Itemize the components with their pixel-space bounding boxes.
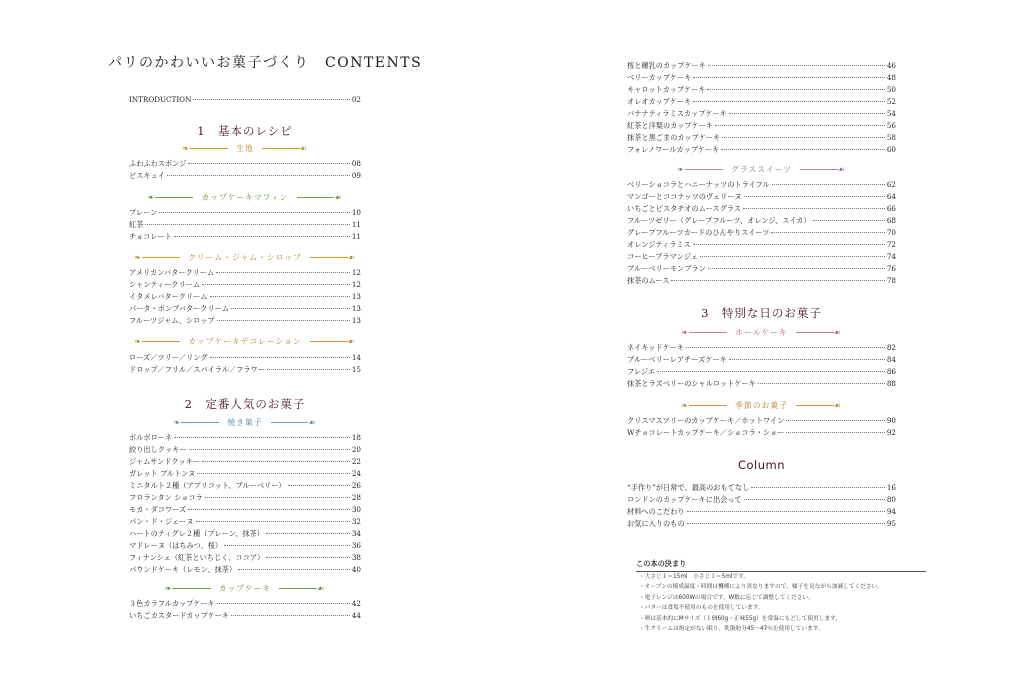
toc-entry[interactable]: マンゴーとココナッツのヴェリーヌ 64 xyxy=(627,192,896,201)
section-heading-special: 3 特別な日のお菓子 xyxy=(701,306,822,320)
flourish-icon: ❧ xyxy=(173,417,182,427)
rules-item: ・卵は基本的にMサイズ（１個60g・正味55g）を常温にもどして使用します。 xyxy=(639,615,842,622)
toc-entry[interactable]: ポルボローネ 18 xyxy=(129,433,361,442)
toc-entry[interactable]: INTRODUCTION 02 xyxy=(129,95,361,104)
toc-entry[interactable]: コーヒーブラマンジェ 74 xyxy=(627,252,896,261)
flourish-icon: ❧ xyxy=(681,327,689,337)
toc-entry[interactable]: 材料へのこだわり 94 xyxy=(627,507,896,516)
subheading-seasonal: ❧ 季節のお菓子 ☙ xyxy=(681,400,842,410)
group-list xyxy=(129,432,361,576)
flourish-icon: ☙ xyxy=(334,192,343,202)
toc-entry[interactable]: アメリカンバタークリーム 12 xyxy=(129,268,361,277)
toc-entry[interactable]: ふわふわスポンジ 08 xyxy=(129,159,361,168)
toc-entry[interactable]: フロランタン ショコラ 28 xyxy=(129,493,361,502)
group-list xyxy=(129,158,361,182)
toc-intro xyxy=(129,94,361,106)
toc-entry[interactable]: シャンティークリーム 12 xyxy=(129,280,361,289)
flourish-icon: ☙ xyxy=(317,583,326,593)
toc-entry[interactable]: Wチョコレートカップケーキ／ショコラ・ショー 92 xyxy=(627,428,896,437)
flourish-icon: ☙ xyxy=(833,327,842,337)
toc-entry[interactable]: 抹茶と黒ごまのカップケーキ 58 xyxy=(627,133,896,142)
rules-item: ・バターは食塩不使用のものを使用しています。 xyxy=(639,605,764,612)
toc-entry[interactable]: ロンドンのカップケーキに出会って 80 xyxy=(627,495,896,504)
toc-entry[interactable]: ブルーベリーモンブラン 76 xyxy=(627,264,896,273)
flourish-icon: ❧ xyxy=(133,252,142,262)
toc-entry[interactable]: お気に入りのもの 95 xyxy=(627,519,896,528)
toc-entry[interactable]: ブルーベリーレアチーズケーキ 84 xyxy=(627,355,896,364)
flourish-icon: ☙ xyxy=(347,336,356,346)
toc-entry[interactable]: モカ・ダコワーズ 30 xyxy=(129,505,361,514)
toc-entry[interactable]: ネイキッドケーキ 82 xyxy=(627,343,896,352)
toc-entry[interactable]: 桜と練乳のカップケーキ 46 xyxy=(627,61,896,70)
page-title: パリのかわいいお菓子づくり CONTENTS xyxy=(108,55,423,71)
toc-entry[interactable]: ハートのティグレ２種（プレーン、抹茶） 34 xyxy=(129,529,361,538)
toc-entry[interactable]: オレンジティラミス 72 xyxy=(627,240,896,249)
toc-entry[interactable]: 紅茶と洋梨のカップケーキ 56 xyxy=(627,121,896,130)
toc-entry[interactable]: 紅茶 11 xyxy=(129,220,361,229)
section-heading-popular: 2 定番人気のお菓子 xyxy=(184,397,306,411)
flourish-icon: ❧ xyxy=(147,192,156,202)
subheading-cream-jam: ❧ クリーム・ジャム・シロップ ☙ xyxy=(133,252,357,262)
toc-entry[interactable]: ドロップ／フリル／スパイラル／フラワー 15 xyxy=(129,365,361,374)
group-list xyxy=(129,352,361,376)
subheading-glass-sweets: ❧ グラススイーツ ☙ xyxy=(677,164,846,174)
group-list xyxy=(627,415,896,439)
subheading-dough: ❧ 生地 ☙ xyxy=(182,143,308,153)
toc-entry[interactable]: フレジエ 86 xyxy=(627,367,896,376)
subheading-whole-cake: ❧ ホールケーキ ☙ xyxy=(681,327,842,337)
book-rules-note xyxy=(636,559,926,634)
toc-entry[interactable]: ガレット ブルトンヌ 24 xyxy=(129,469,361,478)
rules-item: ・電子レンジは600Wの場合です。W数に応じて調整してください。 xyxy=(639,594,814,601)
toc-entry[interactable]: フィナンシェ（紅茶といちじく、ココア） 38 xyxy=(129,553,361,562)
toc-entry[interactable]: パウンドケーキ（レモン、抹茶） 40 xyxy=(129,565,361,574)
toc-entry[interactable]: バナナティラミスカップケーキ 54 xyxy=(627,109,896,118)
flourish-icon: ☙ xyxy=(837,164,846,174)
toc-entry[interactable]: 絞り出しクッキー 20 xyxy=(129,445,361,454)
toc-entry[interactable]: グレープフルーツカードのひんやりスイーツ 70 xyxy=(627,228,896,237)
toc-entry[interactable]: キャロットカップケーキ 50 xyxy=(627,85,896,94)
toc-entry[interactable]: ミニタルト２種（アプリコット、ブルーベリー） 26 xyxy=(129,481,361,490)
toc-entry[interactable]: イタメレバタークリーム 13 xyxy=(129,292,361,301)
flourish-icon: ☙ xyxy=(347,252,357,262)
subheading-cupcake-muffin: ❧ カップケーキマフィン ☙ xyxy=(147,192,343,202)
flourish-icon: ❧ xyxy=(134,336,142,346)
rules-item: ・生クリームは指定がない限り、乳脂肪分45～47％を使用しています。 xyxy=(639,626,824,633)
group-list xyxy=(627,179,896,287)
toc-entry[interactable]: フォレノワールカップケーキ 60 xyxy=(627,145,896,154)
subheading-cupcake-decoration: ❧ カップケーキデコレーション ☙ xyxy=(134,336,356,346)
flourish-icon: ❧ xyxy=(677,164,685,174)
flourish-icon: ☙ xyxy=(308,417,317,427)
flourish-icon: ❧ xyxy=(681,400,689,410)
toc-entry[interactable]: いちごとピスタチオのムースグラス 66 xyxy=(627,204,896,213)
toc-entry[interactable]: クリスマスツリーのカップケーキ／ホットワイン 90 xyxy=(627,416,896,425)
toc-entry[interactable]: オレオカップケーキ 52 xyxy=(627,97,896,106)
toc-entry[interactable]: パン・ド・ジェーヌ 32 xyxy=(129,517,361,526)
group-list xyxy=(129,267,361,327)
toc-entry[interactable]: チョコレート 11 xyxy=(129,232,361,241)
rules-item: ・オーブンの焼成温度・時間は機種により異なりますので、様子を見ながら加減してください。 xyxy=(639,584,883,591)
toc-entry[interactable]: いちごカスタードカップケーキ 44 xyxy=(129,611,361,620)
toc-entry[interactable]: プレーン 10 xyxy=(129,208,361,217)
toc-entry[interactable]: マドレーヌ（はちみつ、桜） 36 xyxy=(129,541,361,550)
subheading-cupcake: ❧ カップケーキ ☙ xyxy=(164,583,326,593)
group-list xyxy=(627,342,896,390)
toc-entry[interactable]: ベリーカップケーキ 48 xyxy=(627,73,896,82)
toc-entry[interactable]: 抹茶とラズベリーのシャルロットケーキ 88 xyxy=(627,379,896,388)
toc-entry[interactable]: フルーツジャム、シロップ 13 xyxy=(129,316,361,325)
toc-entry[interactable]: ローズ／ツリー／リング 14 xyxy=(129,353,361,362)
subheading-baked-goods: ❧ 焼き菓子 ☙ xyxy=(173,417,317,427)
toc-entry[interactable]: ビスキュイ 09 xyxy=(129,171,361,180)
toc-entry[interactable]: ベリーショコラとハニーナッツのトライフル 62 xyxy=(627,180,896,189)
flourish-icon: ☙ xyxy=(299,143,308,153)
rules-title: この本の決まり xyxy=(636,559,926,572)
flourish-icon: ☙ xyxy=(833,400,842,410)
group-list xyxy=(129,207,361,243)
group-list xyxy=(129,598,361,622)
toc-entry[interactable]: フルーツゼリー（グレープフルーツ、オレンジ、スイカ） 68 xyxy=(627,216,896,225)
column-list xyxy=(627,482,896,530)
group-list xyxy=(627,60,896,156)
toc-entry[interactable]: “手作り”が日常で、最高のおもてなし 16 xyxy=(627,483,896,492)
column-heading: Column xyxy=(737,458,786,472)
rules-item: ・大さじ１＝15ml 小さじ１＝5mlです。 xyxy=(639,574,749,580)
toc-entry[interactable]: ３色カラフルカップケーキ 42 xyxy=(129,599,361,608)
section-heading-basic: 1 基本のレシピ xyxy=(197,124,293,138)
toc-entry[interactable]: ジャムサンドクッキー 22 xyxy=(129,457,361,466)
toc-entry[interactable]: パータ・ボンブバタークリーム 13 xyxy=(129,304,361,313)
flourish-icon: ❧ xyxy=(164,583,173,593)
flourish-icon: ❧ xyxy=(182,143,190,153)
toc-entry[interactable]: 抹茶のムース 78 xyxy=(627,276,896,285)
